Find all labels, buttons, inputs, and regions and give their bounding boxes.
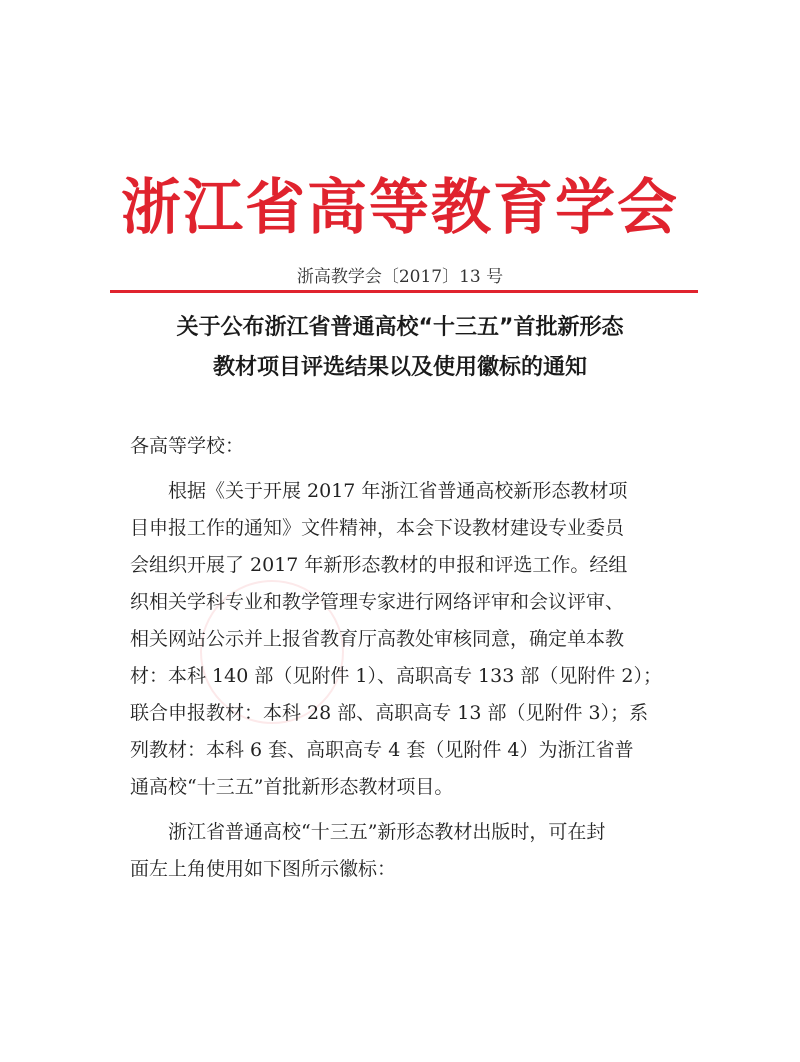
paragraph-1-line: 相关网站公示并上报省教育厅高教处审核同意，确定单本教 bbox=[130, 628, 625, 650]
document-body bbox=[130, 428, 690, 888]
title-line-2: 教材项目评选结果以及使用徽标的通知 bbox=[212, 355, 587, 380]
paragraph-2-line: 面左上角使用如下图所示徽标： bbox=[130, 858, 397, 880]
paragraph-1-line: 根据《关于开展 2017 年浙江省普通高校新形态教材项 bbox=[168, 480, 628, 502]
paragraph-1-line: 材：本科 140 部（见附件 1）、高职高专 133 部（见附件 2）； bbox=[130, 665, 662, 687]
paragraph-2 bbox=[130, 814, 690, 888]
paragraph-1-line: 目申报工作的通知》文件精神，本会下设教材建设专业委员 bbox=[130, 517, 625, 539]
organization-header: 浙江省高等教育学会 bbox=[121, 173, 679, 243]
salutation: 各高等学校： bbox=[130, 435, 245, 457]
paragraph-1-line: 列教材：本科 6 套、高职高专 4 套（见附件 4）为浙江省普 bbox=[130, 739, 634, 761]
document-number: 浙高教学会〔2017〕13 号 bbox=[296, 267, 504, 287]
paragraph-1-line: 通高校“十三五”首批新形态教材项目。 bbox=[130, 776, 454, 798]
paragraph-2-line: 浙江省普通高校“十三五”新形态教材出版时，可在封 bbox=[168, 821, 606, 843]
paragraph-1-line: 织相关学科专业和教学管理专家进行网络评审和会议评审、 bbox=[130, 591, 625, 613]
document-title bbox=[90, 308, 710, 388]
red-divider-line bbox=[110, 290, 698, 293]
paragraph-1-line: 联合申报教材：本科 28 部、高职高专 13 部（见附件 3）；系 bbox=[130, 702, 649, 724]
title-line-1: 关于公布浙江省普通高校“十三五”首批新形态 bbox=[176, 315, 624, 340]
paragraph-1 bbox=[130, 473, 690, 806]
paragraph-1-line: 会组织开展了 2017 年新形态教材的申报和评选工作。经组 bbox=[130, 554, 628, 576]
